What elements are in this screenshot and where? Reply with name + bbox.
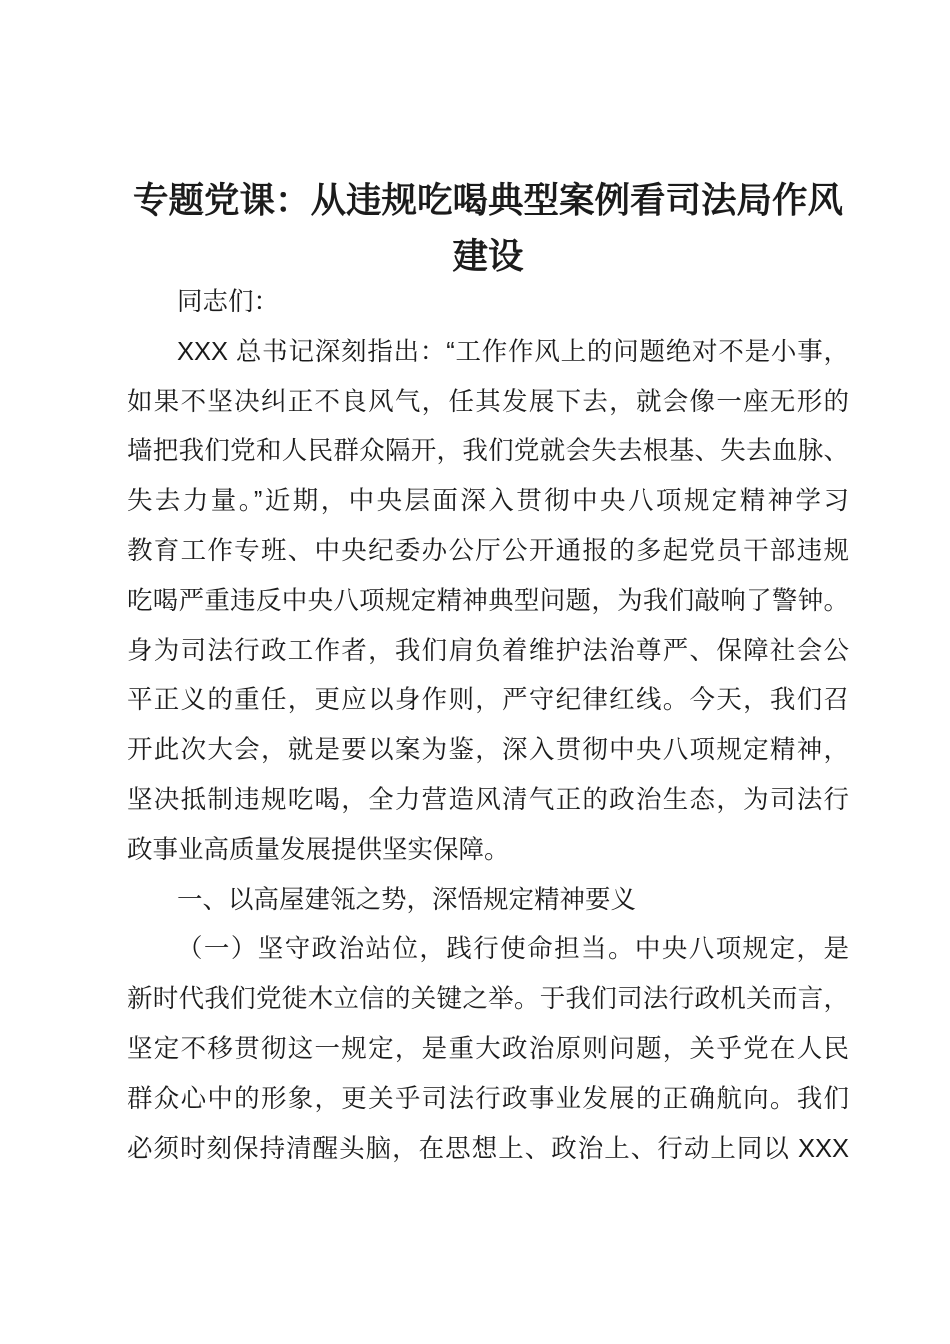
text-line: 群众心中的形象，更关乎司法行政事业发展的正确航向。我们 [127,1084,849,1113]
text-line: 教育工作专班、中央纪委办公厅公开通报的多起党员干部违规 [127,536,849,565]
text-line: 平正义的重任，更应以身作则，严守纪律红线。今天，我们召 [127,686,849,715]
text-line: 坚定不移贯彻这一规定，是重大政治原则问题，关乎党在人民 [127,1034,849,1063]
text-line: 墙把我们党和人民群众隔开，我们党就会失去根基、失去血脉、 [127,437,849,466]
document-title-line-1: 专题党课：从违规吃喝典型案例看司法局作风 [132,180,843,220]
paragraph-body [127,925,849,1174]
document-content [127,0,849,1174]
document-title [127,172,849,284]
paragraph-salutation [127,278,849,328]
text-line: XXX 总书记深刻指出：“工作作风上的问题绝对不是小事， [177,337,849,366]
text-line: 吃喝严重违反中央八项规定精神典型问题，为我们敲响了警钟。 [127,586,849,615]
paragraph-heading [127,876,849,926]
text-line: 失去力量。”近期，中央层面深入贯彻中央八项规定精神学习 [127,487,849,516]
text-line: 身为司法行政工作者，我们肩负着维护法治尊严、保障社会公 [127,636,849,665]
document-body [127,278,849,1174]
paragraph-body [127,328,849,876]
text-line: 必须时刻保持清醒头脑，在思想上、政治上、行动上同以 XXX [127,1134,849,1163]
text-line: 坚决抵制违规吃喝，全力营造风清气正的政治生态，为司法行 [127,785,849,814]
text-line: 如果不坚决纠正不良风气，任其发展下去，就会像一座无形的 [127,387,849,416]
text-line: （一）坚守政治站位，践行使命担当。中央八项规定，是 [177,935,849,964]
text-line: 政事业高质量发展提供坚实保障。 [127,835,510,864]
text-line: 开此次大会，就是要以案为鉴，深入贯彻中央八项规定精神， [127,736,849,765]
text-line: 新时代我们党徙木立信的关键之举。于我们司法行政机关而言， [127,985,849,1014]
document-title-line-2: 建设 [452,236,524,276]
text-line: 同志们： [177,288,280,316]
section-heading-line: 一、以高屋建瓴之势，深悟规定精神要义 [177,885,637,914]
